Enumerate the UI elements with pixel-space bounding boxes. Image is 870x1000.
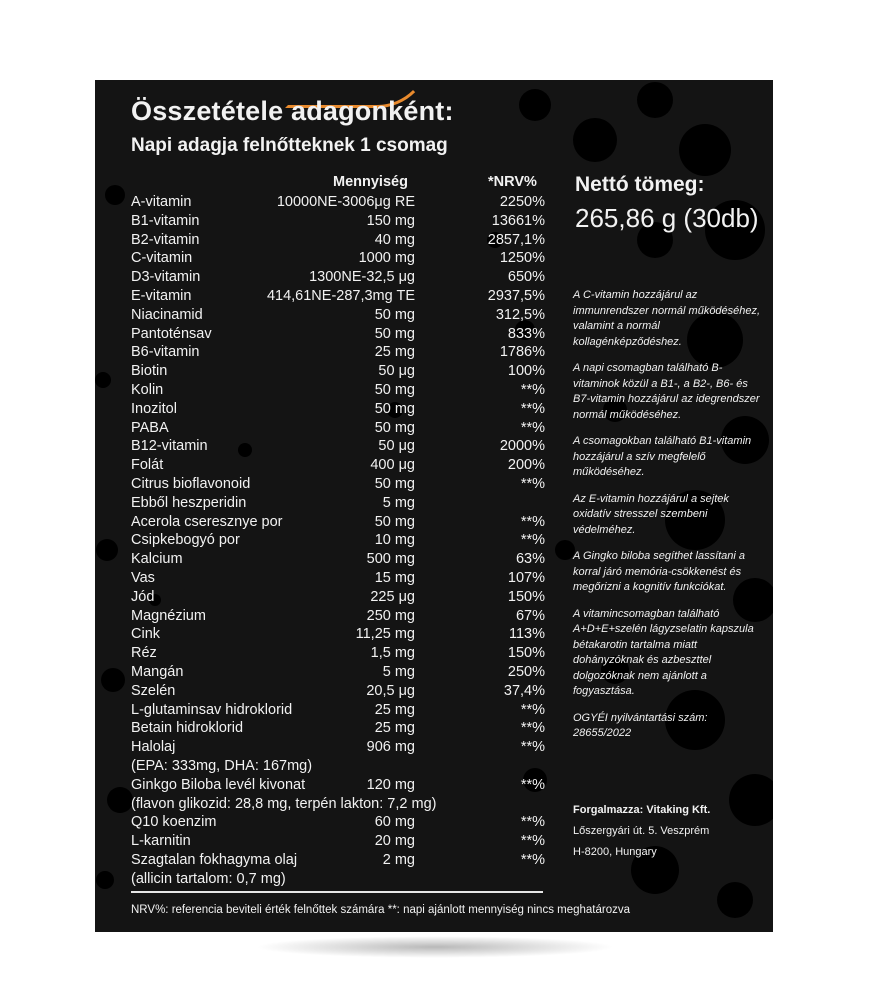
ingredient-amount: 25 mg [374, 344, 415, 361]
ingredient-name: Kalcium [131, 551, 183, 568]
ingredient-name: B1-vitamin [131, 212, 200, 229]
ingredient-nrv: 67% [515, 607, 545, 624]
ingredient-nrv: 113% [508, 626, 545, 643]
ingredient-name: A-vitamin [131, 194, 192, 210]
ingredient-amount: 20,5 μg [366, 682, 415, 699]
ingredient-row [95, 588, 565, 607]
health-claim: A Gingko biloba segíthet lassítani a korral járó memória-csökkenést és megőrizni a kognitív funkciókat. [573, 550, 746, 593]
ingredient-row [95, 776, 565, 795]
ingredient-nrv: **% [520, 419, 545, 436]
ingredient-name: Niacinamid [131, 306, 203, 323]
ingredient-amount: 1300NE-32,5 μg [309, 269, 415, 286]
ingredient-note: (EPA: 333mg, DHA: 167mg) [131, 757, 313, 774]
label-subtitle: Napi adagja felnőtteknek 1 csomag [131, 135, 448, 156]
health-claim: A vitamincsomagban található A+D+E+szelén lágyzselatin kapszula bétakarotin tartalma miatt dohányzóknak és azbeszttel dolgozóknak nem ajánlott a fogyasztása. [573, 607, 754, 697]
ingredient-row [95, 569, 565, 588]
ingredient-name: Kolin [131, 381, 164, 398]
ingredient-row [95, 851, 565, 870]
ingredient-name: Q10 koenzim [131, 814, 217, 831]
ingredient-nrv: 63% [515, 551, 545, 568]
ingredient-row [95, 343, 565, 362]
ingredient-nrv: 1786% [499, 344, 545, 361]
ingredient-row [95, 268, 565, 287]
ingredient-name: E-vitamin [131, 287, 192, 304]
ingredient-nrv: 2937,5% [487, 287, 545, 304]
health-claims [573, 288, 763, 753]
ingredient-amount: 400 μg [370, 457, 415, 474]
ingredient-nrv: **% [520, 381, 545, 398]
ingredient-row [95, 362, 565, 381]
decor-dot [573, 118, 617, 162]
ingredient-note: (flavon glikozid: 28,8 mg, terpén lakton: 7,2 mg) [131, 795, 437, 812]
ingredient-name: Ginkgo Biloba levél kivonat [131, 776, 306, 793]
ingredient-amount: 500 mg [366, 551, 415, 568]
amount-column-header: Mennyiség [333, 174, 408, 190]
ingredient-name: Biotin [131, 363, 168, 380]
ingredient-row [95, 325, 565, 344]
ingredient-nrv: **% [520, 532, 545, 549]
ingredient-nrv: 312,5% [495, 306, 545, 323]
ingredient-name: L-karnitin [131, 833, 191, 850]
ingredient-name: Cink [131, 626, 161, 643]
ingredient-row [95, 513, 565, 532]
nrv-column-header: *NRV% [488, 174, 537, 190]
ingredient-row [95, 663, 565, 682]
ingredient-amount: 250 mg [366, 607, 415, 624]
ingredient-amount: 40 mg [374, 231, 415, 248]
ingredient-amount: 25 mg [374, 701, 415, 718]
ingredient-nrv: **% [520, 475, 545, 492]
ingredient-row [95, 738, 565, 757]
ingredient-name: Betain hidroklorid [131, 720, 244, 737]
ingredient-row [95, 287, 565, 306]
ingredient-row [95, 701, 565, 720]
ingredient-row [95, 682, 565, 701]
ingredient-name: Halolaj [131, 739, 176, 756]
ingredient-amount: 1,5 mg [370, 645, 415, 662]
ingredient-name: B12-vitamin [131, 438, 208, 455]
ingredient-nrv: 13661% [491, 212, 545, 229]
ingredient-amount: 50 μg [378, 363, 415, 380]
ingredient-nrv: **% [520, 776, 545, 793]
ingredient-row [95, 625, 565, 644]
ingredient-amount: 50 mg [374, 400, 415, 417]
ingredient-row [95, 531, 565, 550]
ingredient-row [95, 212, 565, 231]
ingredient-name: Inozitol [131, 400, 177, 417]
ingredient-row [95, 475, 565, 494]
net-weight-value: 265,86 g (30db) [575, 203, 759, 233]
ingredient-row [95, 494, 565, 513]
health-claim: Az E-vitamin hozzájárul a sejtek oxidatív stresszel szembeni védelméhez. [573, 492, 729, 536]
ingredient-name: Pantoténsav [131, 325, 212, 342]
ingredient-note-row [95, 795, 565, 814]
ingredient-row [95, 832, 565, 851]
ingredient-nrv: 200% [507, 457, 545, 474]
ingredient-row [95, 231, 565, 250]
ingredient-nrv: 2250% [499, 194, 545, 210]
ingredient-amount: 50 mg [374, 513, 415, 530]
ingredient-name: B2-vitamin [131, 231, 200, 248]
ingredient-name: Vas [131, 569, 155, 586]
product-label [95, 80, 773, 932]
ingredient-name: Ebből heszperidin [131, 494, 247, 511]
ingredient-row [95, 306, 565, 325]
ingredient-nrv: 2000% [499, 438, 545, 455]
ingredient-nrv: **% [520, 814, 545, 831]
decor-dot [717, 882, 753, 918]
ingredient-amount: 225 μg [370, 588, 415, 605]
ingredient-nrv: **% [520, 513, 545, 530]
ingredient-row [95, 381, 565, 400]
health-claim: A csomagokban található B1-vitamin hozzájárul a szív megfelelő működéséhez. [573, 435, 752, 478]
ingredient-name: Szelén [131, 682, 176, 699]
ingredient-nrv: 100% [507, 363, 545, 380]
health-claim: A napi csomagban található B-vitaminok közül a B1-, a B2-, B6- és B7-vitamin hozzájárul az idegrendszer normál működéséhez. [573, 362, 760, 421]
ingredient-name: D3-vitamin [131, 269, 201, 286]
ingredient-amount: 25 mg [374, 720, 415, 737]
ingredient-nrv: 250% [507, 663, 545, 680]
ingredient-amount: 50 mg [374, 306, 415, 323]
decor-dot [637, 82, 673, 118]
ingredient-amount: 20 mg [374, 833, 415, 850]
ingredient-name: Mangán [131, 663, 184, 680]
ingredient-name: C-vitamin [131, 250, 193, 267]
ingredient-nrv: **% [520, 851, 545, 868]
ingredient-row [95, 193, 565, 212]
ingredient-nrv: 150% [507, 645, 545, 662]
net-weight-label: Nettó tömeg: [575, 173, 705, 196]
ingredient-amount: 15 mg [374, 569, 415, 586]
ingredient-amount: 50 mg [374, 325, 415, 342]
ingredient-nrv: 37,4% [503, 682, 545, 699]
ingredient-amount: 120 mg [366, 776, 415, 793]
ingredient-amount: 5 mg [382, 663, 415, 680]
ingredient-nrv: 107% [507, 569, 545, 586]
ingredient-nrv: 833% [507, 325, 545, 342]
ingredient-amount: 50 mg [374, 475, 415, 492]
drop-shadow [255, 936, 615, 958]
distributor-address-line-2: H-8200, Hungary [573, 846, 657, 858]
ingredient-amount: 50 μg [378, 438, 415, 455]
ingredient-note-row [95, 757, 565, 776]
ingredient-amount: 906 mg [366, 739, 415, 756]
ingredient-row [95, 607, 565, 626]
ingredient-nrv: **% [520, 720, 545, 737]
ingredient-amount: 60 mg [374, 814, 415, 831]
ingredient-amount: 5 mg [382, 494, 415, 511]
ingredient-amount: 11,25 mg [355, 626, 415, 643]
ingredient-amount: 414,61NE-287,3mg TE [266, 287, 415, 304]
ingredient-row [95, 719, 565, 738]
ingredient-nrv: **% [520, 701, 545, 718]
nrv-footnote: NRV%: referencia beviteli érték felnőttek számára **: napi ajánlott mennyiség nincs meghatározva [131, 904, 631, 916]
ingredient-name: Acerola cseresznye por [131, 513, 283, 530]
ingredient-note-row [95, 870, 565, 889]
ingredient-nrv: **% [520, 400, 545, 417]
label-title: Összetétele adagonként: [131, 96, 454, 126]
ingredient-row [95, 456, 565, 475]
ingredient-row [95, 249, 565, 268]
ingredient-row [95, 644, 565, 663]
ingredient-row [95, 813, 565, 832]
ingredient-amount: 50 mg [374, 381, 415, 398]
ingredient-amount: 50 mg [374, 419, 415, 436]
ingredient-row [95, 437, 565, 456]
ingredient-nrv: 1250% [499, 250, 545, 267]
ingredient-name: Réz [131, 645, 157, 662]
ingredient-nrv: 2857,1% [487, 231, 545, 248]
ingredient-name: PABA [131, 419, 169, 436]
ingredient-row [95, 550, 565, 569]
ingredient-name: L-glutaminsav hidroklorid [131, 701, 293, 718]
ingredient-row [95, 400, 565, 419]
decor-dot [519, 89, 551, 121]
distributor-title: Forgalmazza: Vitaking Kft. [573, 804, 711, 816]
ingredient-nrv: **% [520, 833, 545, 850]
ingredient-amount: 10000NE-3006μg RE [276, 194, 415, 210]
health-claim: A C-vitamin hozzájárul az immunrendszer normál működéséhez, valamint a normál kollagénképződéshez. [573, 289, 761, 348]
decor-dot [679, 124, 731, 176]
health-claim: OGYÉI nyilvántartási szám: 28655/2022 [573, 711, 708, 739]
ingredient-name: Szagtalan fokhagyma olaj [131, 851, 298, 868]
ingredient-name: Jód [131, 588, 155, 605]
ingredient-name: B6-vitamin [131, 344, 200, 361]
decor-dot [729, 774, 773, 826]
ingredient-nrv: **% [520, 739, 545, 756]
distributor-address-line-1: Lőszergyári út. 5. Veszprém [573, 825, 710, 837]
ingredient-name: Folát [131, 457, 164, 474]
ingredient-amount: 10 mg [374, 532, 415, 549]
ingredient-amount: 1000 mg [358, 250, 415, 267]
ingredient-name: Citrus bioflavonoid [131, 475, 251, 492]
ingredient-amount: 150 mg [366, 212, 415, 229]
ingredients-table [95, 193, 565, 888]
ingredient-name: Csipkebogyó por [131, 532, 240, 549]
ingredient-nrv: 150% [507, 588, 545, 605]
ingredient-note: (allicin tartalom: 0,7 mg) [131, 870, 286, 887]
ingredient-name: Magnézium [131, 607, 206, 624]
table-divider [131, 891, 543, 893]
ingredient-amount: 2 mg [382, 851, 415, 868]
ingredient-nrv: 650% [507, 269, 545, 286]
ingredient-row [95, 419, 565, 438]
